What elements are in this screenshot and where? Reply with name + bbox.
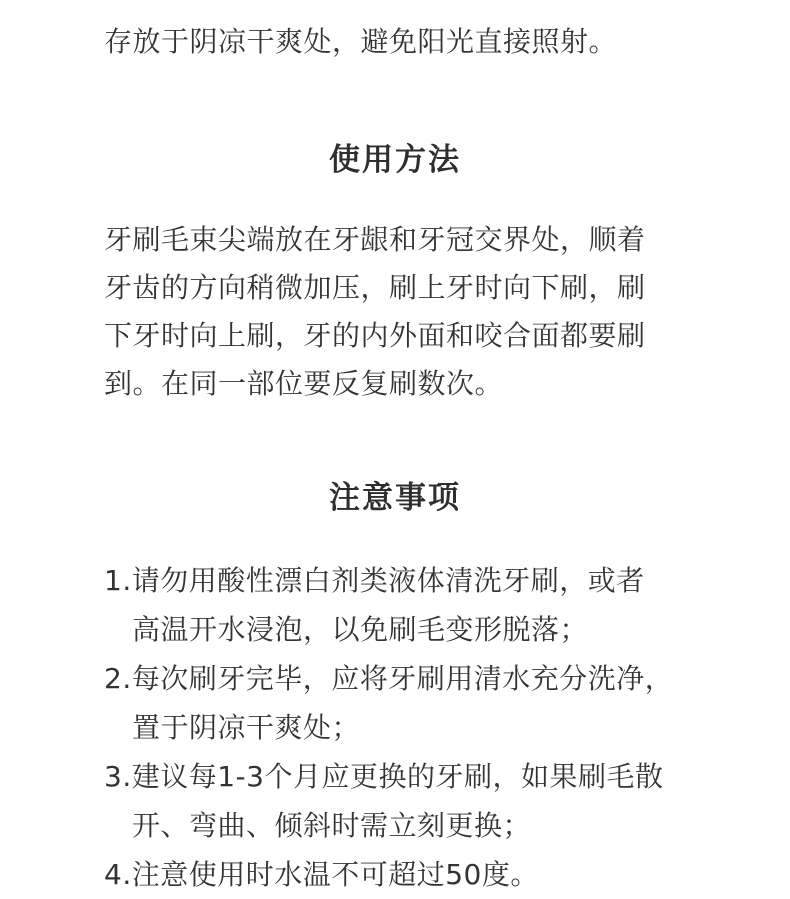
- usage-line: 牙刷毛束尖端放在牙龈和牙冠交界处，顺着: [104, 223, 646, 256]
- usage-line: 下牙时向上刷，牙的内外面和咬合面都要刷: [104, 319, 646, 352]
- notes-item-line: 高温开水浸泡，以免刷毛变形脱落；: [132, 613, 589, 646]
- notes-item-line: 置于阴凉干爽处；: [132, 711, 361, 744]
- notes-item-line: 4.注意使用时水温不可超过50度。: [104, 858, 539, 891]
- notes-list-item: [104, 556, 724, 654]
- notes-item-line: 1.请勿用酸性漂白剂类液体清洗牙刷，或者: [104, 564, 645, 597]
- storage-line: 存放于阴凉干爽处，避免阳光直接照射。: [104, 25, 618, 58]
- usage-text: [104, 216, 704, 408]
- usage-line: 牙齿的方向稍微加压，刷上牙时向下刷，刷: [104, 271, 646, 304]
- notes-list: [104, 556, 724, 899]
- notes-item-line: 开、弯曲、倾斜时需立刻更换；: [132, 809, 532, 842]
- notes-list-item: [104, 850, 724, 899]
- usage-heading: 使用方法: [329, 142, 461, 178]
- notes-list-item: [104, 752, 724, 850]
- usage-line: 到。在同一部位要反复刷数次。: [104, 367, 504, 400]
- storage-text: [104, 18, 704, 66]
- notes-item-line: 2.每次刷牙完毕，应将牙刷用清水充分洗净，: [104, 662, 674, 695]
- notes-heading: 注意事项: [329, 480, 461, 516]
- notes-item-line: 3.建议每1-3个月应更换的牙刷，如果刷毛散: [104, 760, 664, 793]
- notes-list-item: [104, 654, 724, 752]
